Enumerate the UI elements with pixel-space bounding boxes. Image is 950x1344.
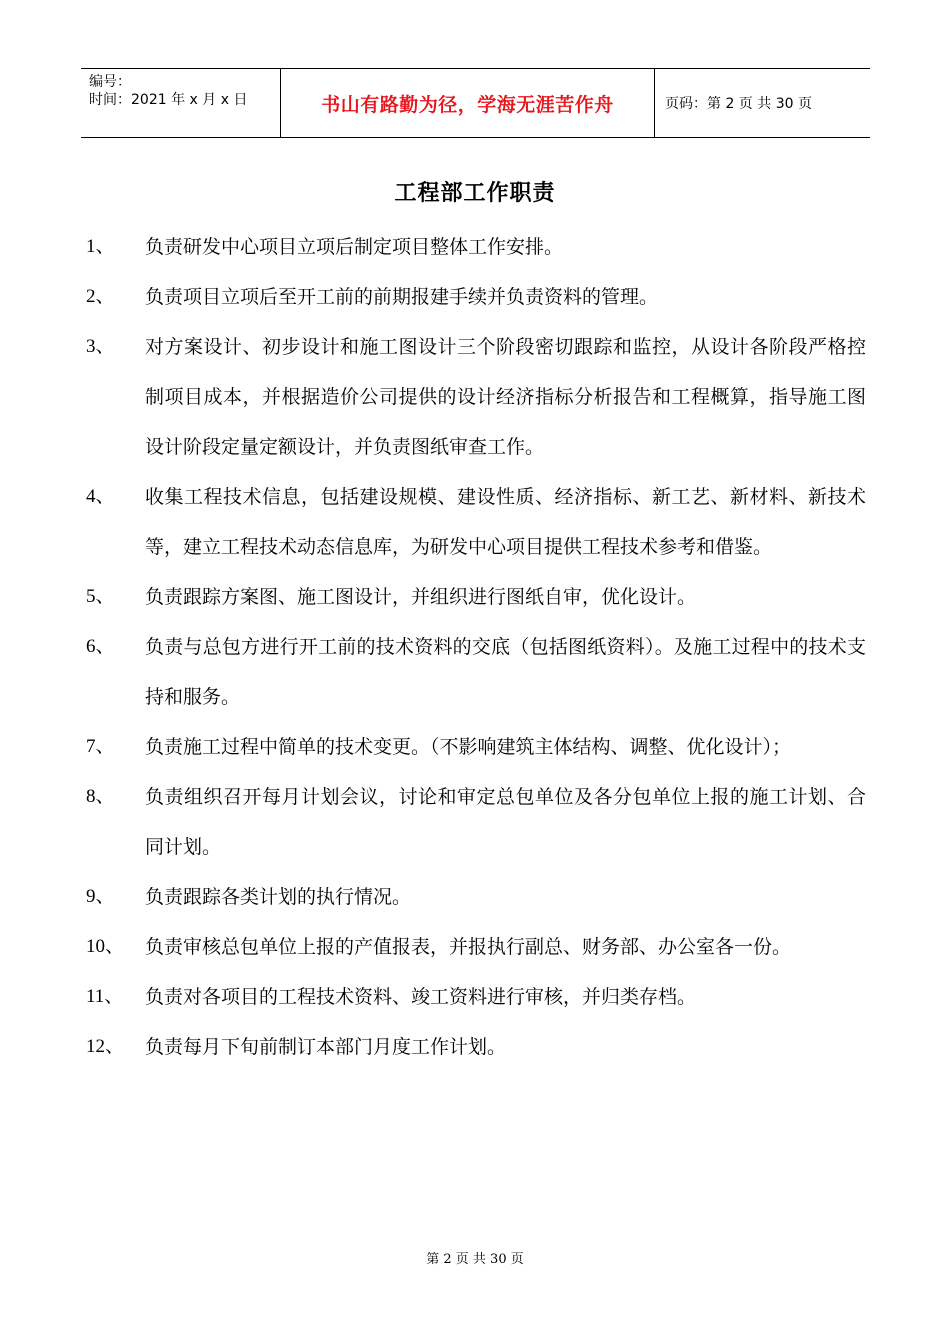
duty-list [86, 222, 866, 1072]
page-footer: 第 2 页 共 30 页 [426, 1252, 524, 1267]
item-text: 收集工程技术信息，包括建设规模、建设性质、经济指标、新工艺、新材料、新技术等，建立工程技术动态信息库，为研发中心项目提供工程技术参考和借鉴。 [145, 486, 866, 558]
item-number: 3、 [86, 336, 115, 357]
header-motto: 书山有路勤为径，学海无涯苦作舟 [281, 69, 655, 137]
item-text: 负责施工过程中简单的技术变更。（不影响建筑主体结构、调整、优化设计）； [145, 736, 792, 758]
document-header [81, 68, 870, 138]
list-item [86, 722, 866, 772]
list-item [86, 922, 866, 972]
item-text: 负责跟踪方案图、施工图设计，并组织进行图纸自审，优化设计。 [145, 586, 697, 608]
item-number: 5、 [86, 586, 115, 607]
list-item [86, 972, 866, 1022]
item-text: 负责每月下旬前制订本部门月度工作计划。 [145, 1036, 507, 1058]
document-time: 时间：2021 年 x 月 x 日 [89, 92, 248, 108]
item-text: 负责审核总包单位上报的产值报表，并报执行副总、财务部、办公室各一份。 [145, 936, 792, 958]
list-item [86, 472, 866, 572]
item-number: 11、 [86, 986, 124, 1007]
item-number: 7、 [86, 736, 115, 757]
list-item [86, 622, 866, 722]
list-item [86, 222, 866, 272]
item-number: 12、 [86, 1036, 125, 1057]
item-number: 6、 [86, 636, 115, 657]
list-item [86, 1022, 866, 1072]
list-item [86, 772, 866, 872]
item-text: 负责组织召开每月计划会议，讨论和审定总包单位及各分包单位上报的施工计划、合同计划。 [145, 786, 866, 858]
item-number: 10、 [86, 936, 125, 957]
item-text: 负责与总包方进行开工前的技术资料的交底（包括图纸资料）。及施工过程中的技术支持和服务。 [145, 636, 866, 708]
item-text: 负责对各项目的工程技术资料、竣工资料进行审核，并归类存档。 [145, 986, 697, 1008]
header-page-info: 页码：第 2 页 共 30 页 [665, 96, 812, 112]
list-item [86, 272, 866, 322]
item-number: 2、 [86, 286, 115, 307]
list-item [86, 572, 866, 622]
item-number: 9、 [86, 886, 115, 907]
list-item [86, 872, 866, 922]
item-text: 负责跟踪各类计划的执行情况。 [145, 886, 412, 908]
list-item [86, 322, 866, 472]
document-number-label: 编号： [89, 74, 131, 90]
header-meta [81, 69, 281, 137]
item-text: 负责研发中心项目立项后制定项目整体工作安排。 [145, 236, 564, 258]
item-number: 4、 [86, 486, 115, 507]
item-number: 1、 [86, 236, 115, 257]
document-title: 工程部工作职责 [394, 181, 556, 206]
item-number: 8、 [86, 786, 115, 807]
item-text: 负责项目立项后至开工前的前期报建手续并负责资料的管理。 [145, 286, 659, 308]
item-text: 对方案设计、初步设计和施工图设计三个阶段密切跟踪和监控，从设计各阶段严格控制项目成本，并根据造价公司提供的设计经济指标分析报告和工程概算，指导施工图设计阶段定量定额设计，并负责图纸审查工作。 [145, 336, 866, 458]
